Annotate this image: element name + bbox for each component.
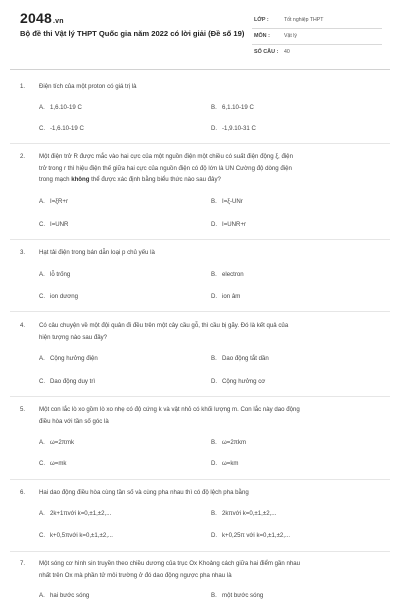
option-text: hai bước sóng [50,592,90,599]
option-text: -1,9.10-31 C [222,125,256,132]
question-line: Hai dao động điều hòa cùng tần số và cùng pha nhau thì có độ lệch pha bằng [39,489,249,496]
question-5-option-c[interactable] [39,459,66,469]
question-4-option-b[interactable] [211,354,269,364]
option-text: Cộng hưởng cơ [222,378,266,385]
page-title: Bộ đề thi Vật lý THPT Quốc gia năm 2022 có lời giải (Đề số 19) [20,29,245,38]
question-2-option-a[interactable] [39,197,68,207]
option-letter: C. [39,532,46,539]
question-line: Hạt tải điện trong bán dẫn loại p chủ yếu là [39,249,155,256]
question-4-text [20,320,380,343]
question-5-text [20,404,380,427]
question-1-text [20,81,380,93]
question-4-option-c[interactable] [39,377,95,387]
question-3-option-c[interactable] [39,292,78,302]
question-line: Điện tích của một proton có giá trị là [39,83,137,90]
meta-value: Vật lý [284,33,297,39]
question-number: 7. [20,560,26,567]
question-1-option-d[interactable] [211,124,256,134]
option-letter: A. [39,198,45,205]
question-2-option-d[interactable] [211,220,246,230]
question-line: Có câu chuyện về một đội quân đi đều trên một cây cầu gỗ, thì cầu bị gãy. Đó là kết quả của [39,322,289,329]
question-line: trong mạch [39,176,70,183]
question-line: Một điện trở R được mắc vào hai cực của một nguồn điện một chiều có suất điện động ξ, điện [39,153,293,160]
option-text: lỗ trống [50,271,71,278]
option-text: I=UNR [50,221,69,228]
meta-value: Tốt nghiệp THPT [284,17,324,23]
option-text: 2kπvới k=0,±1,±2,... [222,510,277,517]
option-text: -1,6.10-19 C [50,125,84,132]
option-letter: B. [211,198,217,205]
question-2-option-c[interactable] [39,220,68,230]
question-line: nhất trên Ox mà phần tử môi trường ở đó dao động ngược pha nhau là [39,571,232,579]
question-line: thể được xác định bằng biểu thức nào sau đây? [91,176,221,183]
option-letter: D. [211,378,218,385]
question-6-option-a[interactable] [39,509,111,519]
question-2-option-b[interactable] [211,197,243,207]
option-letter: A. [39,510,45,517]
option-text: electron [222,271,244,278]
option-letter: D. [211,532,218,539]
question-2-text [20,151,380,186]
option-letter: A. [39,271,45,278]
option-text: I=ξ-UNr [222,198,243,205]
option-letter: B. [211,592,217,599]
option-letter: A. [39,104,45,111]
question-divider [10,143,390,144]
question-number: 1. [20,83,26,90]
question-divider [10,311,390,312]
question-7-text [20,558,380,581]
option-letter: D. [211,293,218,300]
option-text: 6,1.10-19 C [222,104,254,111]
question-number: 6. [20,489,26,496]
option-letter: C. [39,125,46,132]
exam-meta [252,14,382,62]
question-1-option-b[interactable] [211,103,254,113]
question-number: 3. [20,249,26,256]
header [0,0,400,66]
question-divider [10,239,390,240]
option-text: ω=2πkm [222,439,247,446]
option-text: k+0,25π với k=0,±1,±2,... [222,532,291,539]
option-letter: C. [39,293,46,300]
question-5-option-b[interactable] [211,438,246,448]
option-text: một bước sóng [222,592,264,599]
option-letter: D. [211,125,218,132]
question-7-option-a[interactable] [39,591,89,600]
option-text: 1,6.10-19 C [50,104,82,111]
logo-number: 2048 [20,10,52,26]
question-6-option-b[interactable] [211,509,276,519]
meta-key: LỚP : [254,17,269,23]
option-text: ion âm [222,293,241,300]
question-3-option-a[interactable] [39,270,70,280]
question-divider [10,551,390,552]
question-5-option-d[interactable] [211,459,238,469]
question-line-3 [20,174,380,186]
site-logo[interactable] [20,10,64,26]
question-5-option-a[interactable] [39,438,74,448]
option-letter: C. [39,221,46,228]
header-divider [10,69,390,70]
option-letter: B. [211,271,217,278]
question-line: Một con lắc lò xo gồm lò xo nhẹ có độ cứng k và vật nhỏ có khối lượng m. Con lắc này dao động [39,406,300,413]
option-text: I=ξR+r [50,198,68,205]
option-letter: B. [211,355,217,362]
option-text: ω=2πmk [50,439,75,446]
option-letter: A. [39,439,45,446]
option-text: Cộng hưởng điện [50,355,98,362]
question-3-text [20,247,380,259]
option-letter: C. [39,378,46,385]
option-text: 2k+1πvới k=0,±1,±2,... [50,510,112,517]
question-line: hiện tượng nào sau đây? [39,333,108,341]
question-line: Một sóng cơ hình sin truyền theo chiều dương của trục Ox Khoảng cách giữa hai điểm gần nhau [39,560,301,567]
question-6-option-c[interactable] [39,531,113,541]
logo-suffix: .vn [52,18,64,25]
question-line: trở trong r thì hiệu điện thế giữa hai cực của nguồn điện có độ lớn là UN Cường độ dòng điện [39,164,292,172]
question-number: 4. [20,322,26,329]
option-letter: D. [211,460,218,467]
meta-question-count [252,46,382,61]
question-1-option-a[interactable] [39,103,82,113]
meta-subject [252,30,382,45]
option-text: ion dương [50,293,79,300]
option-letter: A. [39,592,45,599]
meta-class [252,14,382,29]
question-3-option-d[interactable] [211,292,240,302]
question-7-option-b[interactable] [211,591,263,600]
question-4-option-a[interactable] [39,354,98,364]
question-number: 5. [20,406,26,413]
option-letter: B. [211,104,217,111]
option-text: ω=km [222,460,239,467]
option-letter: A. [39,355,45,362]
question-3-option-b[interactable] [211,270,244,280]
option-text: k+0,5πvới k=0,±1,±2,... [50,532,113,539]
option-text: Dao động tắt dần [222,355,269,362]
option-letter: C. [39,460,46,467]
question-6-option-d[interactable] [211,531,290,541]
meta-key: MÔN : [254,33,270,39]
keyword-emphasis: không [71,176,90,183]
option-text: Dao động duy trì [50,378,96,385]
question-1-option-c[interactable] [39,124,84,134]
question-6-text [20,487,380,499]
option-letter: B. [211,439,217,446]
question-number: 2. [20,153,26,160]
meta-key: SỐ CÂU : [254,49,279,55]
question-line: điều hòa với tần số góc là [39,417,109,425]
meta-value: 40 [284,49,290,55]
option-text: I=UNR+r [222,221,247,228]
option-letter: D. [211,221,218,228]
question-divider [10,479,390,480]
option-letter: B. [211,510,217,517]
question-4-option-d[interactable] [211,377,265,387]
option-text: ω=mk [50,460,67,467]
question-divider [10,396,390,397]
